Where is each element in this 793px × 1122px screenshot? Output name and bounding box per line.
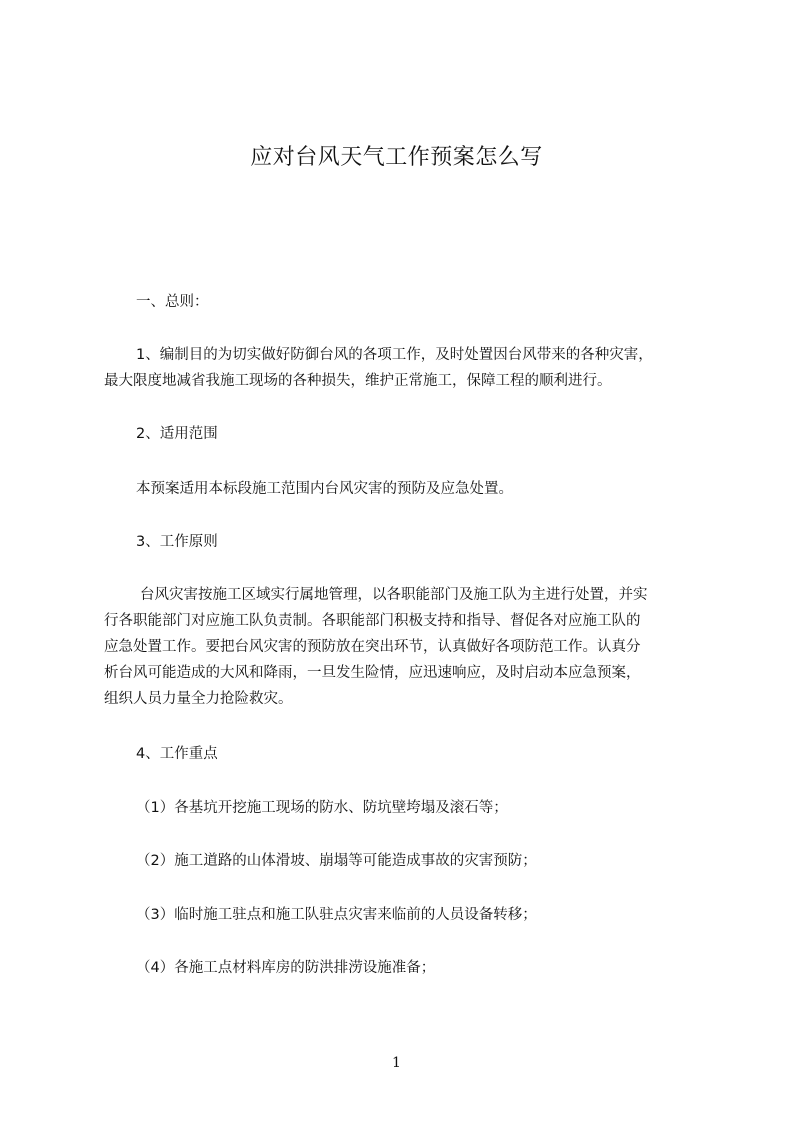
purpose-line-2: 最大限度地减省我施工现场的各种损失，维护正常施工，保障工程的顺利进行。: [104, 373, 612, 389]
principles-line-5: 组织人员力量全力抢险救灾。: [104, 691, 293, 707]
focus-heading: 4、工作重点: [136, 746, 218, 762]
focus-point-4: （4）各施工点材料库房的防洪排涝设施准备；: [136, 960, 436, 976]
principles-line-3: 应急处置工作。要把台风灾害的预防放在突出环节，认真做好各项防范工作。认真分: [104, 639, 641, 655]
scope-heading: 2、适用范围: [136, 426, 218, 442]
scope-body: 本预案适用本标段施工范围内台风灾害的预防及应急处置。: [136, 481, 513, 497]
purpose-line-1: 1、编制目的为切实做好防御台风的各项工作，及时处置因台风带来的各种灾害，: [136, 347, 653, 363]
focus-point-3: （3）临时施工驻点和施工队驻点灾害来临前的人员设备转移；: [136, 907, 537, 923]
page-number: 1: [392, 1055, 401, 1071]
principles-line-1: 台风灾害按施工区域实行属地管理，以各职能部门及施工队为主进行处置，并实: [140, 587, 648, 603]
focus-point-2: （2）施工道路的山体滑坡、崩塌等可能造成事故的灾害预防；: [136, 853, 537, 869]
document-title: 应对台风天气工作预案怎么写: [250, 145, 543, 170]
principles-line-2: 行各职能部门对应施工队负责制。各职能部门积极支持和指导、督促各对应施工队的: [104, 613, 641, 629]
focus-point-1: （1）各基坑开挖施工现场的防水、防坑壁垮塌及滚石等；: [136, 800, 508, 816]
section-heading-general: 一、总则：: [136, 294, 209, 310]
principles-heading: 3、工作原则: [136, 534, 218, 550]
principles-line-4: 析台风可能造成的大风和降雨，一旦发生险情，应迅速响应，及时启动本应急预案，: [104, 665, 641, 681]
